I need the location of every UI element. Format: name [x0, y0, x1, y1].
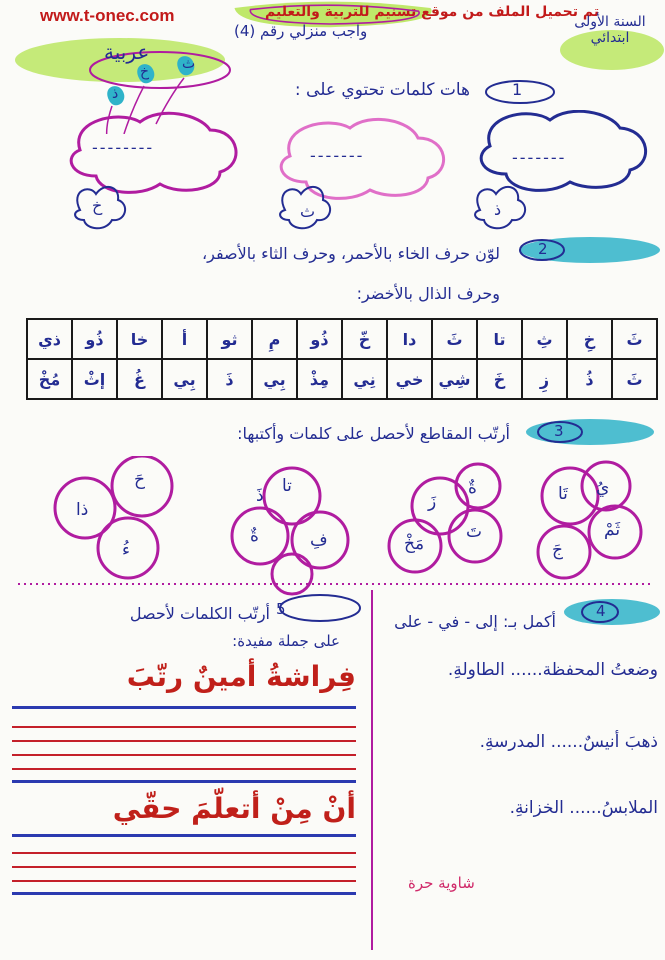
- grid-cell[interactable]: ذُو: [72, 319, 117, 359]
- homework-number-label: واجب منزلي رقم (4): [234, 22, 368, 40]
- cloud-letter-puffs: [70, 180, 590, 240]
- exercise-5-instruction-line-2: على جملة مفيدة:: [232, 632, 340, 650]
- exercise-4-instruction: أكمل بـ: إلى - في - على: [394, 612, 556, 631]
- exercise-4-highlight: [560, 596, 664, 632]
- grid-cell[interactable]: أ: [162, 319, 207, 359]
- writing-line-top: [12, 706, 356, 709]
- exercise-4-sentence-3[interactable]: الملابسُ...... الخزانةِ.: [509, 798, 658, 818]
- flower-4-syllable-3: جَ: [552, 540, 563, 560]
- exercise-5-instruction-line-1: أرتّب الكلمات لأحصل: [129, 604, 270, 623]
- grid-cell[interactable]: ثَ: [612, 359, 657, 399]
- exercise-2-instruction-line-2: وحرف الذال بالأخضر:: [356, 284, 500, 303]
- grid-cell[interactable]: ثَ: [432, 319, 477, 359]
- writing-line: [12, 768, 356, 770]
- exercise-3-instruction: أرتّب المقاطع لأحصل على كلمات وأكتبها:: [237, 424, 510, 443]
- grid-cell[interactable]: خِ: [567, 319, 612, 359]
- grid-cell[interactable]: إثْ: [72, 359, 117, 399]
- exercise-1-blank-1[interactable]: --------: [92, 138, 155, 157]
- balloon-letter-2: خ: [140, 64, 150, 80]
- flower-3-syllable-4: تَ: [466, 522, 483, 542]
- letters-grid-row-2: [27, 359, 657, 399]
- grid-cell[interactable]: ثَ: [612, 319, 657, 359]
- download-banner-text: تم تحميل الملف من موقع تسنيم للتربية والتعليم: [265, 4, 600, 20]
- flower-4-syllable-1: يُ: [596, 478, 610, 498]
- flower-3-syllable-3: مَخْ: [404, 534, 425, 554]
- flower-2-syllable-4: فِ: [310, 530, 328, 550]
- flower-2-syllable-1: تا: [282, 476, 292, 496]
- writing-line: [12, 880, 356, 882]
- grid-cell[interactable]: خّ: [342, 319, 387, 359]
- author-signature: شاوية حرة: [408, 874, 475, 892]
- exercise-3-number: 3: [554, 422, 564, 440]
- exercise-5-sentence-1: فِراشةُ أمينٌ رتّبَ: [126, 660, 356, 693]
- exercise-5-number: 5: [276, 600, 286, 618]
- flower-4-syllable-2: تَا: [558, 484, 568, 504]
- balloon-letter-3: ث: [182, 56, 196, 72]
- grid-cell[interactable]: بِي: [162, 359, 207, 399]
- exercise-5-sentence-2: أنْ مِنْ أتعلّمَ حقّي: [112, 792, 356, 825]
- grid-cell[interactable]: غُ: [117, 359, 162, 399]
- flower-1-syllable-2: ذا: [76, 500, 89, 520]
- grid-cell[interactable]: مُخْ: [27, 359, 72, 399]
- grade-label: السنة الأولى ابتدائي: [574, 14, 646, 46]
- grid-cell[interactable]: زِ: [522, 359, 567, 399]
- exercise-1-letter-khaa: خ: [92, 196, 103, 215]
- grid-cell[interactable]: ثِ: [522, 319, 567, 359]
- grid-cell[interactable]: تا: [477, 319, 522, 359]
- exercise-1-blank-2[interactable]: -------: [310, 146, 365, 165]
- exercise-2-highlight: [500, 234, 660, 270]
- grid-cell[interactable]: ثو: [207, 319, 252, 359]
- grid-cell[interactable]: خا: [117, 319, 162, 359]
- flower-3-syllable-1: زَ: [428, 492, 437, 512]
- exercise-1-number: 1: [512, 80, 523, 99]
- grid-cell[interactable]: دا: [387, 319, 432, 359]
- writing-line-bottom: [12, 892, 356, 895]
- exercise-1-instruction: هات كلمات تحتوي على :: [294, 80, 470, 100]
- grid-cell[interactable]: خَ: [477, 359, 522, 399]
- subject-label: عربية: [104, 40, 150, 64]
- grid-cell[interactable]: نِي: [342, 359, 387, 399]
- letters-grid-row-1: [27, 319, 657, 359]
- exercise-4-sentence-1[interactable]: وضعتُ المحفظة...... الطاولةِ.: [447, 660, 658, 680]
- exercise-4-sentence-2[interactable]: ذهبَ أنيسٌ...... المدرسةِ.: [479, 732, 658, 752]
- balloon-letter-1: ذ: [112, 86, 119, 102]
- flower-4-syllable-4: ثَمْ: [604, 520, 621, 540]
- exercise-3-highlight: [520, 416, 660, 452]
- writing-line: [12, 726, 356, 728]
- flower-3-syllable-2: ةٌ: [468, 478, 477, 498]
- exercise-4-number: 4: [596, 602, 606, 620]
- exercise-1-blank-3[interactable]: -------: [512, 148, 567, 167]
- grid-cell[interactable]: شِي: [432, 359, 477, 399]
- flower-2-syllable-3: ةٌ: [250, 526, 259, 546]
- writing-line: [12, 852, 356, 854]
- writing-line-top: [12, 834, 356, 837]
- letters-grid: [26, 318, 658, 400]
- exercise-2-number: 2: [538, 240, 548, 258]
- flower-1-syllable-1: حَ: [134, 470, 145, 490]
- grid-cell[interactable]: مِذْ: [297, 359, 342, 399]
- exercise-1-letter-dhal: ذ: [494, 200, 502, 219]
- grid-cell[interactable]: ذي: [27, 319, 72, 359]
- grid-cell[interactable]: ذُو: [297, 319, 342, 359]
- exercise-1-letter-thaa: ث: [300, 202, 316, 221]
- grid-cell[interactable]: ذَ: [207, 359, 252, 399]
- flower-1-syllable-3: ءُ: [122, 540, 130, 560]
- writing-line: [12, 866, 356, 868]
- site-url[interactable]: www.t-onec.com: [40, 6, 175, 25]
- grid-cell[interactable]: خي: [387, 359, 432, 399]
- grid-cell[interactable]: مِ: [252, 319, 297, 359]
- writing-line-bottom: [12, 780, 356, 783]
- writing-line: [12, 754, 356, 756]
- flower-2-syllable-2: ذَ: [256, 486, 264, 506]
- exercise-2-instruction-line-1: لوّن حرف الخاء بالأحمر، وحرف الثاء بالأصفر،: [201, 244, 500, 263]
- grid-cell[interactable]: ذُ: [567, 359, 612, 399]
- writing-line: [12, 740, 356, 742]
- grid-cell[interactable]: بِي: [252, 359, 297, 399]
